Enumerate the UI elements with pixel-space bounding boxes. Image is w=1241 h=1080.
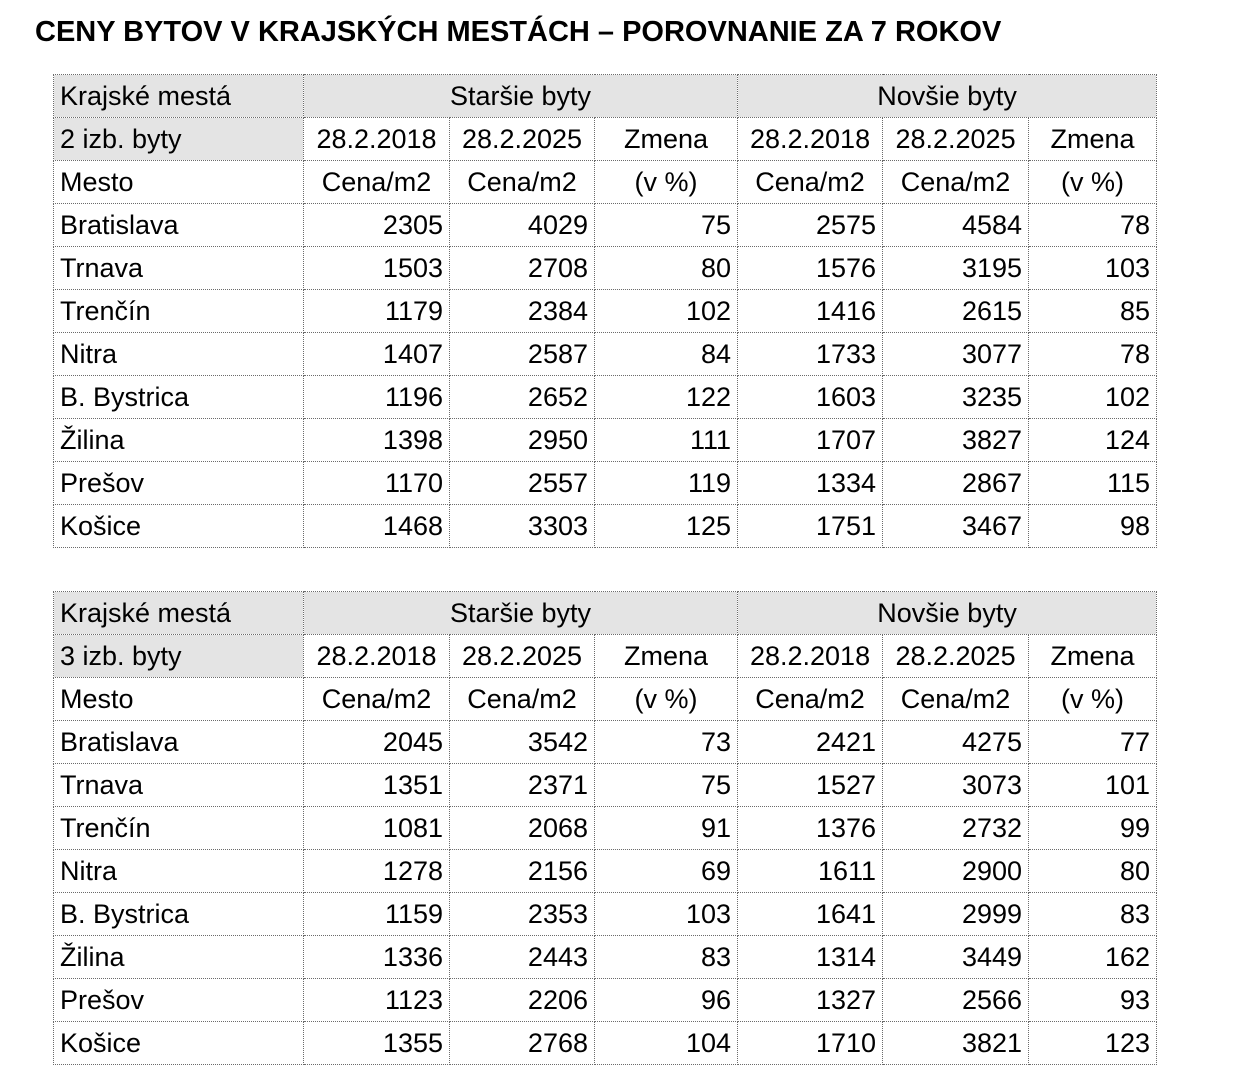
newer-price-2018-cell: 1611	[738, 850, 883, 893]
older-price-2018-cell: 1081	[304, 807, 450, 850]
older-price-2018-cell: 1355	[304, 1022, 450, 1065]
newer-price-2018-cell: 1576	[738, 247, 883, 290]
older-price-2025-cell: 2371	[450, 764, 595, 807]
date-header: 28.2.2025	[883, 118, 1029, 161]
city-name-cell: Nitra	[54, 850, 304, 893]
header-row-dates	[54, 635, 1157, 678]
newer-change-percent-cell: 78	[1029, 333, 1157, 376]
price-unit-header: Cena/m2	[304, 678, 450, 721]
newer-change-percent-cell: 77	[1029, 721, 1157, 764]
older-price-2018-cell: 2045	[304, 721, 450, 764]
older-price-2018-cell: 1278	[304, 850, 450, 893]
price-unit-header: Cena/m2	[883, 161, 1029, 204]
older-change-percent-cell: 122	[595, 376, 738, 419]
price-unit-header: Cena/m2	[450, 678, 595, 721]
group-header-newer: Novšie byty	[738, 592, 1157, 635]
older-price-2025-cell: 2353	[450, 893, 595, 936]
date-header: 28.2.2018	[304, 118, 450, 161]
newer-price-2025-cell: 3467	[883, 505, 1029, 548]
date-header: 28.2.2025	[450, 118, 595, 161]
older-change-percent-cell: 96	[595, 979, 738, 1022]
older-price-2025-cell: 4029	[450, 204, 595, 247]
city-column-header: Mesto	[54, 678, 304, 721]
header-row-groups	[54, 592, 1157, 635]
newer-price-2025-cell: 3235	[883, 376, 1029, 419]
city-name-cell: Prešov	[54, 979, 304, 1022]
older-change-percent-cell: 84	[595, 333, 738, 376]
newer-change-percent-cell: 93	[1029, 979, 1157, 1022]
newer-change-percent-cell: 123	[1029, 1022, 1157, 1065]
table-row	[54, 850, 1157, 893]
group-header-older: Staršie byty	[304, 75, 738, 118]
older-price-2018-cell: 1468	[304, 505, 450, 548]
city-name-cell: Trnava	[54, 247, 304, 290]
table-row	[54, 893, 1157, 936]
older-price-2018-cell: 2305	[304, 204, 450, 247]
header-row-groups	[54, 75, 1157, 118]
price-unit-header: Cena/m2	[738, 161, 883, 204]
city-name-cell: Trenčín	[54, 290, 304, 333]
older-price-2018-cell: 1196	[304, 376, 450, 419]
table-row	[54, 204, 1157, 247]
older-price-2018-cell: 1159	[304, 893, 450, 936]
older-change-percent-cell: 75	[595, 204, 738, 247]
newer-change-percent-cell: 124	[1029, 419, 1157, 462]
percent-unit-header: (v %)	[1029, 161, 1157, 204]
newer-change-percent-cell: 99	[1029, 807, 1157, 850]
price-unit-header: Cena/m2	[738, 678, 883, 721]
city-column-header: Mesto	[54, 161, 304, 204]
table-row	[54, 247, 1157, 290]
newer-price-2025-cell: 2566	[883, 979, 1029, 1022]
table-row	[54, 936, 1157, 979]
older-change-percent-cell: 75	[595, 764, 738, 807]
newer-price-2018-cell: 1710	[738, 1022, 883, 1065]
price-unit-header: Cena/m2	[883, 678, 1029, 721]
newer-price-2018-cell: 1527	[738, 764, 883, 807]
change-header: Zmena	[1029, 635, 1157, 678]
older-change-percent-cell: 104	[595, 1022, 738, 1065]
change-header: Zmena	[595, 635, 738, 678]
older-price-2025-cell: 2557	[450, 462, 595, 505]
city-name-cell: B. Bystrica	[54, 376, 304, 419]
newer-price-2025-cell: 3821	[883, 1022, 1029, 1065]
newer-change-percent-cell: 102	[1029, 376, 1157, 419]
corner-label: Krajské mestá	[54, 75, 304, 118]
older-price-2025-cell: 2652	[450, 376, 595, 419]
newer-price-2025-cell: 2900	[883, 850, 1029, 893]
newer-price-2025-cell: 3449	[883, 936, 1029, 979]
table-row	[54, 807, 1157, 850]
table-row	[54, 764, 1157, 807]
header-row-dates	[54, 118, 1157, 161]
price-table-2-room	[53, 74, 1157, 548]
city-name-cell: Bratislava	[54, 721, 304, 764]
older-price-2018-cell: 1336	[304, 936, 450, 979]
older-price-2018-cell: 1398	[304, 419, 450, 462]
newer-change-percent-cell: 101	[1029, 764, 1157, 807]
older-change-percent-cell: 119	[595, 462, 738, 505]
older-price-2025-cell: 2068	[450, 807, 595, 850]
older-price-2018-cell: 1407	[304, 333, 450, 376]
table-body	[54, 75, 1157, 548]
newer-price-2018-cell: 2575	[738, 204, 883, 247]
older-price-2025-cell: 2708	[450, 247, 595, 290]
newer-price-2018-cell: 1314	[738, 936, 883, 979]
city-name-cell: Košice	[54, 1022, 304, 1065]
older-price-2025-cell: 2206	[450, 979, 595, 1022]
older-change-percent-cell: 73	[595, 721, 738, 764]
older-change-percent-cell: 69	[595, 850, 738, 893]
newer-change-percent-cell: 85	[1029, 290, 1157, 333]
older-price-2025-cell: 2156	[450, 850, 595, 893]
older-price-2018-cell: 1503	[304, 247, 450, 290]
city-name-cell: Košice	[54, 505, 304, 548]
date-header: 28.2.2018	[738, 118, 883, 161]
newer-price-2018-cell: 1641	[738, 893, 883, 936]
table-row	[54, 462, 1157, 505]
older-price-2025-cell: 2768	[450, 1022, 595, 1065]
price-unit-header: Cena/m2	[304, 161, 450, 204]
newer-change-percent-cell: 103	[1029, 247, 1157, 290]
city-name-cell: B. Bystrica	[54, 893, 304, 936]
city-name-cell: Prešov	[54, 462, 304, 505]
city-name-cell: Trnava	[54, 764, 304, 807]
group-header-older: Staršie byty	[304, 592, 738, 635]
newer-price-2025-cell: 3077	[883, 333, 1029, 376]
older-price-2018-cell: 1170	[304, 462, 450, 505]
table-row	[54, 979, 1157, 1022]
newer-price-2025-cell: 3195	[883, 247, 1029, 290]
older-price-2025-cell: 3542	[450, 721, 595, 764]
table-row	[54, 721, 1157, 764]
newer-change-percent-cell: 162	[1029, 936, 1157, 979]
date-header: 28.2.2018	[304, 635, 450, 678]
table-row	[54, 290, 1157, 333]
newer-price-2018-cell: 1327	[738, 979, 883, 1022]
percent-unit-header: (v %)	[1029, 678, 1157, 721]
newer-price-2018-cell: 1416	[738, 290, 883, 333]
newer-price-2025-cell: 3827	[883, 419, 1029, 462]
change-header: Zmena	[1029, 118, 1157, 161]
city-name-cell: Nitra	[54, 333, 304, 376]
newer-price-2025-cell: 2615	[883, 290, 1029, 333]
header-row-units	[54, 678, 1157, 721]
newer-price-2018-cell: 1751	[738, 505, 883, 548]
header-row-units	[54, 161, 1157, 204]
table-row	[54, 505, 1157, 548]
date-header: 28.2.2018	[738, 635, 883, 678]
apartment-type-label: 2 izb. byty	[54, 118, 304, 161]
newer-price-2025-cell: 4275	[883, 721, 1029, 764]
older-price-2018-cell: 1179	[304, 290, 450, 333]
change-header: Zmena	[595, 118, 738, 161]
newer-price-2018-cell: 1603	[738, 376, 883, 419]
older-price-2025-cell: 2384	[450, 290, 595, 333]
older-price-2018-cell: 1123	[304, 979, 450, 1022]
older-change-percent-cell: 80	[595, 247, 738, 290]
older-price-2025-cell: 2443	[450, 936, 595, 979]
table-row	[54, 333, 1157, 376]
percent-unit-header: (v %)	[595, 678, 738, 721]
newer-price-2025-cell: 4584	[883, 204, 1029, 247]
newer-change-percent-cell: 115	[1029, 462, 1157, 505]
percent-unit-header: (v %)	[595, 161, 738, 204]
group-header-newer: Novšie byty	[738, 75, 1157, 118]
table-row	[54, 376, 1157, 419]
price-unit-header: Cena/m2	[450, 161, 595, 204]
newer-change-percent-cell: 83	[1029, 893, 1157, 936]
older-price-2025-cell: 3303	[450, 505, 595, 548]
city-name-cell: Trenčín	[54, 807, 304, 850]
table-row	[54, 419, 1157, 462]
city-name-cell: Bratislava	[54, 204, 304, 247]
newer-change-percent-cell: 80	[1029, 850, 1157, 893]
newer-price-2025-cell: 2999	[883, 893, 1029, 936]
city-name-cell: Žilina	[54, 419, 304, 462]
older-price-2018-cell: 1351	[304, 764, 450, 807]
corner-label: Krajské mestá	[54, 592, 304, 635]
older-change-percent-cell: 83	[595, 936, 738, 979]
newer-change-percent-cell: 78	[1029, 204, 1157, 247]
price-table-3-room	[53, 591, 1157, 1065]
newer-price-2025-cell: 3073	[883, 764, 1029, 807]
date-header: 28.2.2025	[450, 635, 595, 678]
newer-price-2025-cell: 2867	[883, 462, 1029, 505]
newer-price-2018-cell: 2421	[738, 721, 883, 764]
city-name-cell: Žilina	[54, 936, 304, 979]
newer-price-2018-cell: 1334	[738, 462, 883, 505]
newer-change-percent-cell: 98	[1029, 505, 1157, 548]
older-change-percent-cell: 125	[595, 505, 738, 548]
newer-price-2018-cell: 1707	[738, 419, 883, 462]
older-change-percent-cell: 102	[595, 290, 738, 333]
table-row	[54, 1022, 1157, 1065]
apartment-type-label: 3 izb. byty	[54, 635, 304, 678]
newer-price-2025-cell: 2732	[883, 807, 1029, 850]
older-change-percent-cell: 91	[595, 807, 738, 850]
page-title: CENY BYTOV V KRAJSKÝCH MESTÁCH – POROVNANIE ZA 7 ROKOV	[35, 16, 1002, 48]
table-body	[54, 592, 1157, 1065]
older-price-2025-cell: 2587	[450, 333, 595, 376]
older-price-2025-cell: 2950	[450, 419, 595, 462]
older-change-percent-cell: 111	[595, 419, 738, 462]
newer-price-2018-cell: 1376	[738, 807, 883, 850]
older-change-percent-cell: 103	[595, 893, 738, 936]
newer-price-2018-cell: 1733	[738, 333, 883, 376]
date-header: 28.2.2025	[883, 635, 1029, 678]
